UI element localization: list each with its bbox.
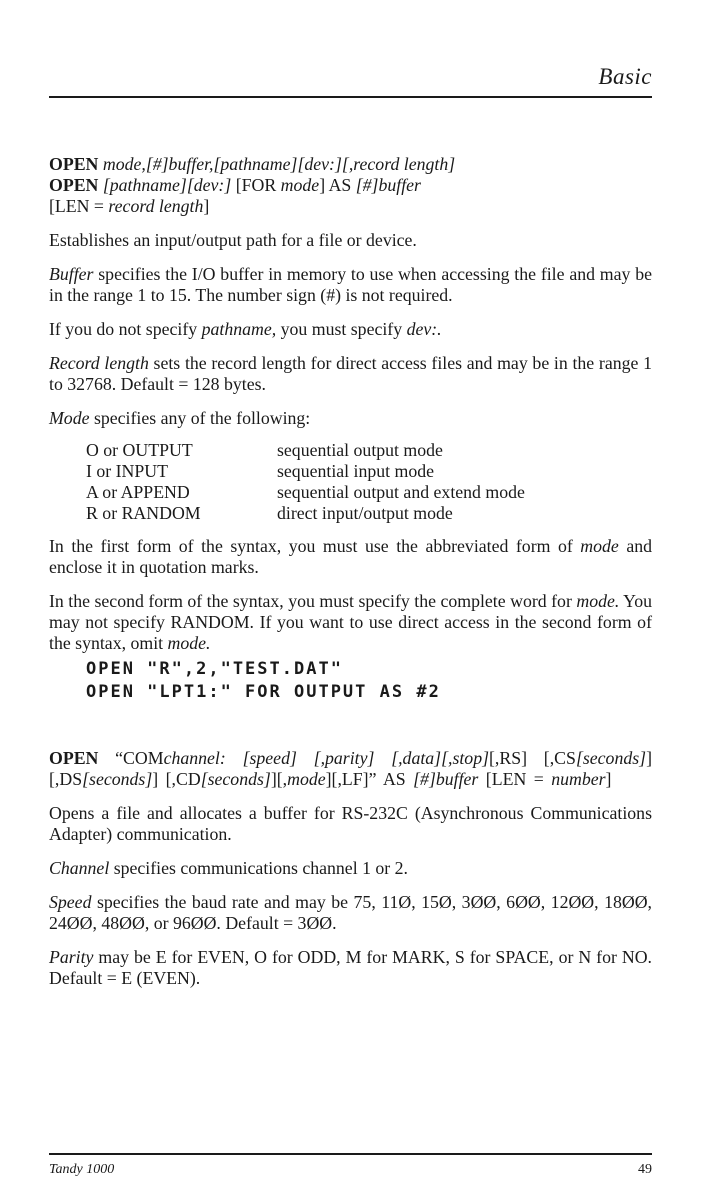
text-run: specifies the I/O buffer in memory to use when accessing the file and may be in the range 1 to 15. The number sign (#) is not required. [49, 264, 652, 305]
text-run: OPEN [49, 175, 99, 195]
text-run: Speed [49, 892, 92, 912]
text-run: “COM [98, 748, 164, 768]
text-run: mode [580, 536, 619, 556]
text-run: may be E for EVEN, O for ODD, M for MARK, S for SPACE, or N for NO. Default = E (EVEN). [49, 947, 652, 988]
text-run [226, 748, 243, 768]
text-run: [seconds] [82, 769, 153, 789]
text-run: channel: [163, 748, 226, 768]
text-run: [seconds] [200, 769, 271, 789]
text-run: Mode [49, 408, 90, 428]
header-rule [49, 96, 652, 98]
text-run: sets the record length for direct access files and may be in the range 1 to 32768. Default = 128 bytes. [49, 353, 652, 394]
text-run: [LEN = [49, 196, 109, 216]
text-run: Parity [49, 947, 94, 967]
text-run [374, 748, 391, 768]
text-run: specifies communications channel 1 or 2. [109, 858, 409, 878]
text-run: record length [108, 196, 204, 216]
mode-row [86, 440, 652, 461]
buffer-paragraph [49, 264, 652, 306]
mode-row [86, 482, 652, 503]
footer-book-title: Tandy 1000 [49, 1162, 115, 1177]
text-run: If you do not specify [49, 319, 202, 339]
text-run: You may not specify RANDOM. If you want to use direct access in the second form of the syntax, omit [49, 591, 652, 653]
text-run: [seconds] [575, 748, 647, 768]
text-run: number [551, 769, 606, 789]
mode-code: A or APPEND [86, 482, 190, 502]
open-com-entry [49, 748, 652, 989]
text-run: specifies the baud rate and may be 75, 11Ø, 15Ø, 3ØØ, 6ØØ, 12ØØ, 18ØØ, 24ØØ, 48ØØ, or 96ØØ. Default = 3ØØ. [49, 892, 652, 933]
text-run: Channel [49, 858, 110, 878]
mode-code: R or RANDOM [86, 503, 201, 523]
text-run: [speed] [242, 748, 297, 768]
text-run: and enclose it in quotation marks. [49, 536, 652, 577]
text-run: [LEN = [478, 769, 552, 789]
open-syntax-line-2 [49, 175, 652, 196]
mode-row [86, 461, 652, 482]
text-run: pathname, [201, 319, 277, 339]
text-run: mode. [576, 591, 620, 611]
text-run: you must specify [276, 319, 407, 339]
text-run: [#]buffer [355, 175, 421, 195]
text-run: ][, [270, 769, 288, 789]
mode-description: sequential output and extend mode [277, 482, 525, 502]
mode-row [86, 503, 652, 524]
second-form-paragraph [49, 591, 652, 654]
text-run: mode. [167, 633, 211, 653]
text-run: ] [203, 196, 210, 216]
text-run: [pathname][dev:] [102, 175, 232, 195]
section-gap [49, 704, 652, 748]
text-run: [,parity] [313, 748, 375, 768]
mode-description: sequential input mode [277, 461, 435, 481]
text-run: ] [,CD [152, 769, 201, 789]
record-length-paragraph [49, 353, 652, 395]
mode-code: O or OUTPUT [86, 440, 193, 460]
text-run: mode [280, 175, 320, 195]
text-run: Buffer [49, 264, 94, 284]
mode-intro-paragraph [49, 408, 652, 429]
parity-paragraph [49, 947, 652, 989]
open-com-description: Opens a file and allocates a buffer for RS-232C (Asynchronous Communications Adapter) communication. [49, 803, 652, 844]
text-run: ][,DS [49, 748, 652, 789]
page-header-title: Basic [598, 64, 652, 89]
open-syntax-line-3 [49, 196, 652, 217]
text-run: [#]buffer [413, 769, 479, 789]
text-run: ] AS [319, 175, 356, 195]
open-file-entry [49, 154, 652, 704]
code-example: OPEN "R",2,"TEST.DAT" [86, 659, 343, 679]
speed-paragraph [49, 892, 652, 934]
footer-rule [49, 1153, 652, 1155]
first-form-paragraph [49, 536, 652, 578]
text-run: In the first form of the syntax, you must use the abbreviated form of [49, 536, 581, 556]
mode-description: sequential output mode [277, 440, 443, 460]
manual-page [49, 0, 652, 1204]
text-run: In the second form of the syntax, you must specify the complete word for [49, 591, 577, 611]
text-run: mode,[#]buffer,[pathname][dev:][,record length] [102, 154, 456, 174]
page-content [49, 154, 652, 1002]
page-number: 49 [638, 1162, 652, 1177]
text-run: Record length [49, 353, 149, 373]
mode-code: I or INPUT [86, 461, 168, 481]
channel-paragraph [49, 858, 652, 879]
pathname-paragraph [49, 319, 652, 340]
text-run: [,RS] [,CS [489, 748, 576, 768]
mode-table [86, 440, 652, 524]
text-run: [,data][,stop] [391, 748, 490, 768]
text-run: ][,LF]” AS [325, 769, 414, 789]
text-run: dev:. [406, 319, 442, 339]
open-description: Establishes an input/output path for a file or device. [49, 230, 417, 250]
text-run: specifies any of the following: [89, 408, 311, 428]
text-run: [FOR [231, 175, 281, 195]
code-example: OPEN "LPT1:" FOR OUTPUT AS #2 [86, 682, 441, 702]
text-run: ] [605, 769, 612, 789]
text-run: mode [287, 769, 326, 789]
open-syntax-line-1 [49, 154, 652, 175]
text-run: OPEN [49, 748, 99, 768]
open-com-syntax [49, 748, 652, 790]
text-run: OPEN [49, 154, 99, 174]
text-run [297, 748, 314, 768]
mode-description: direct input/output mode [277, 503, 453, 523]
